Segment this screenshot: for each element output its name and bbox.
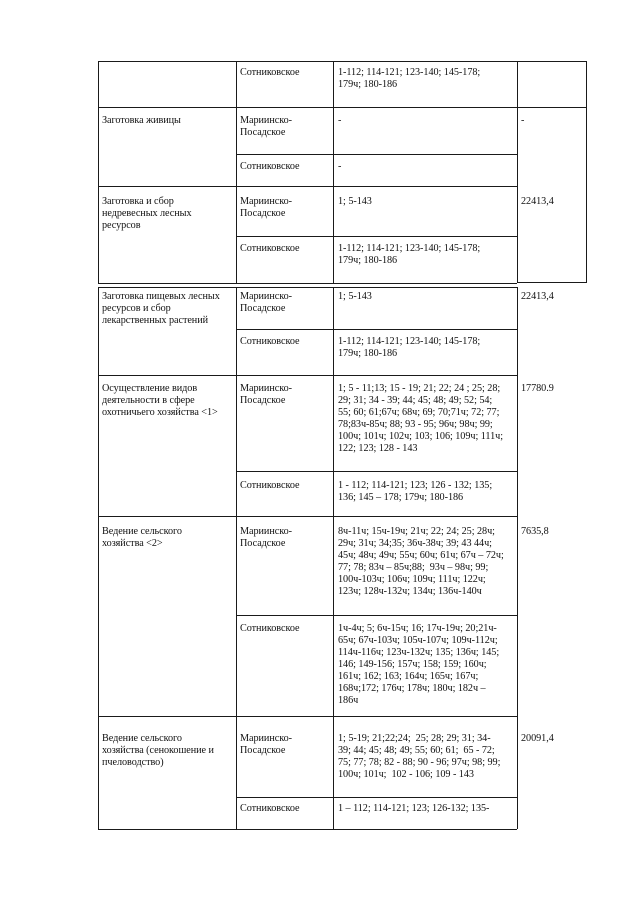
table-rule bbox=[517, 282, 587, 283]
activity-cell: Заготовка пищевых лесных ресурсов и сбор лекарственных растений bbox=[102, 291, 220, 326]
volume-cell: 20091,4 bbox=[521, 733, 554, 744]
table-rule bbox=[98, 61, 587, 62]
quarters-cell: - bbox=[338, 115, 342, 126]
table-rule bbox=[586, 61, 587, 283]
activity-cell: Ведение сельского хозяйства <2> bbox=[102, 526, 182, 549]
table-rule bbox=[236, 61, 237, 283]
table-rule bbox=[98, 283, 517, 284]
quarters-cell: 1 – 112; 114-121; 123; 126-132; 135- bbox=[338, 803, 490, 814]
table-rule bbox=[98, 716, 517, 717]
table-rule bbox=[517, 61, 518, 283]
activity-cell: Заготовка живицы bbox=[102, 115, 181, 126]
forestry-cell: Мариинско- Посадское bbox=[240, 115, 292, 138]
forestry-cell: Сотниковское bbox=[240, 243, 300, 254]
activity-cell: Ведение сельского хозяйства (сенокошение и пчеловодство) bbox=[102, 733, 214, 768]
table-rule bbox=[98, 829, 517, 830]
table-rule bbox=[98, 516, 517, 517]
quarters-cell: 1; 5-143 bbox=[338, 196, 372, 207]
table-rule bbox=[98, 186, 517, 187]
quarters-cell: 1-112; 114-121; 123-140; 145-178; 179ч; 180-186 bbox=[338, 336, 481, 359]
forestry-cell: Мариинско- Посадское bbox=[240, 733, 292, 756]
volume-cell: 7635,8 bbox=[521, 526, 549, 537]
table-rule bbox=[236, 287, 237, 829]
quarters-cell: 1ч-4ч; 5; 6ч-15ч; 16; 17ч-19ч; 20;21ч- 65ч; 67ч-103ч; 105ч-107ч; 109ч-112ч; 114ч-116ч; 123ч-132ч; 135; 136ч; 145; 146; 149-156; 157ч; 158; 159; 160ч; 161ч; 162; 163; 164ч; 165ч; 167ч; 168ч;172; 176ч; 178ч; 180ч; 182ч – 186ч bbox=[338, 623, 500, 706]
table-rule bbox=[98, 375, 517, 376]
quarters-cell: 1-112; 114-121; 123-140; 145-178; 179ч; 180-186 bbox=[338, 67, 481, 90]
volume-cell: 17780.9 bbox=[521, 383, 554, 394]
forestry-cell: Сотниковское bbox=[240, 803, 300, 814]
table-rule bbox=[236, 236, 517, 237]
forestry-cell: Сотниковское bbox=[240, 67, 300, 78]
table-rule bbox=[236, 615, 517, 616]
table-rule bbox=[333, 287, 334, 829]
quarters-cell: 1; 5-143 bbox=[338, 291, 372, 302]
table-rule bbox=[98, 287, 99, 829]
quarters-cell: 1-112; 114-121; 123-140; 145-178; 179ч; 180-186 bbox=[338, 243, 481, 266]
quarters-cell: 1; 5 - 11;13; 15 - 19; 21; 22; 24 ; 25; 28; 29; 31; 34 - 39; 44; 45; 48; 49; 52; 54; 55; 60; 61;67ч; 68ч; 69; 70;71ч; 72; 77; 78;83ч-85ч; 88; 93 - 95; 96ч; 98ч; 99; 100ч; 101ч; 102ч; 103; 106; 109ч; 111ч; 122; 123; 128 - 143 bbox=[338, 383, 503, 454]
forestry-cell: Сотниковское bbox=[240, 623, 300, 634]
table-rule bbox=[98, 287, 517, 288]
volume-cell: - bbox=[521, 115, 525, 126]
table-rule bbox=[236, 797, 517, 798]
activity-cell: Заготовка и сбор недревесных лесных ресурсов bbox=[102, 196, 192, 231]
table-rule bbox=[98, 107, 587, 108]
forestry-cell: Мариинско- Посадское bbox=[240, 291, 292, 314]
forestry-cell: Мариинско- Посадское bbox=[240, 383, 292, 406]
quarters-cell: 1 - 112; 114-121; 123; 126 - 132; 135; 136; 145 – 178; 179ч; 180-186 bbox=[338, 480, 493, 503]
table-rule bbox=[517, 287, 518, 829]
volume-cell: 22413,4 bbox=[521, 291, 554, 302]
table-rule bbox=[236, 471, 517, 472]
table-rule bbox=[236, 154, 517, 155]
forestry-cell: Сотниковское bbox=[240, 161, 300, 172]
table-rule bbox=[98, 61, 99, 283]
quarters-cell: - bbox=[338, 161, 342, 172]
volume-cell: 22413,4 bbox=[521, 196, 554, 207]
table-rule bbox=[333, 61, 334, 283]
table-rule bbox=[236, 329, 517, 330]
quarters-cell: 8ч-11ч; 15ч-19ч; 21ч; 22; 24; 25; 28ч; 29ч; 31ч; 34;35; 36ч-38ч; 39; 43 44ч; 45ч; 48ч; 49ч; 55ч; 60ч; 61ч; 67ч – 72ч; 77; 78; 83ч – 85ч;88; 93ч – 98ч; 99; 100ч-103ч; 106ч; 109ч; 111ч; 122ч; 123ч; 128ч-132ч; 134ч; 136ч-140ч bbox=[338, 526, 504, 597]
forestry-cell: Сотниковское bbox=[240, 336, 300, 347]
activity-cell: Осуществление видов деятельности в сфере охотничьего хозяйства <1> bbox=[102, 383, 218, 418]
forestry-cell: Мариинско- Посадское bbox=[240, 526, 292, 549]
quarters-cell: 1; 5-19; 21;22;24; 25; 28; 29; 31; 34- 39; 44; 45; 48; 49; 55; 60; 61; 65 - 72; 75; 77; 78; 82 - 88; 90 - 96; 97ч; 98; 99; 100ч; 101ч; 102 - 106; 109 - 143 bbox=[338, 733, 501, 780]
forestry-cell: Сотниковское bbox=[240, 480, 300, 491]
forestry-cell: Мариинско- Посадское bbox=[240, 196, 292, 219]
